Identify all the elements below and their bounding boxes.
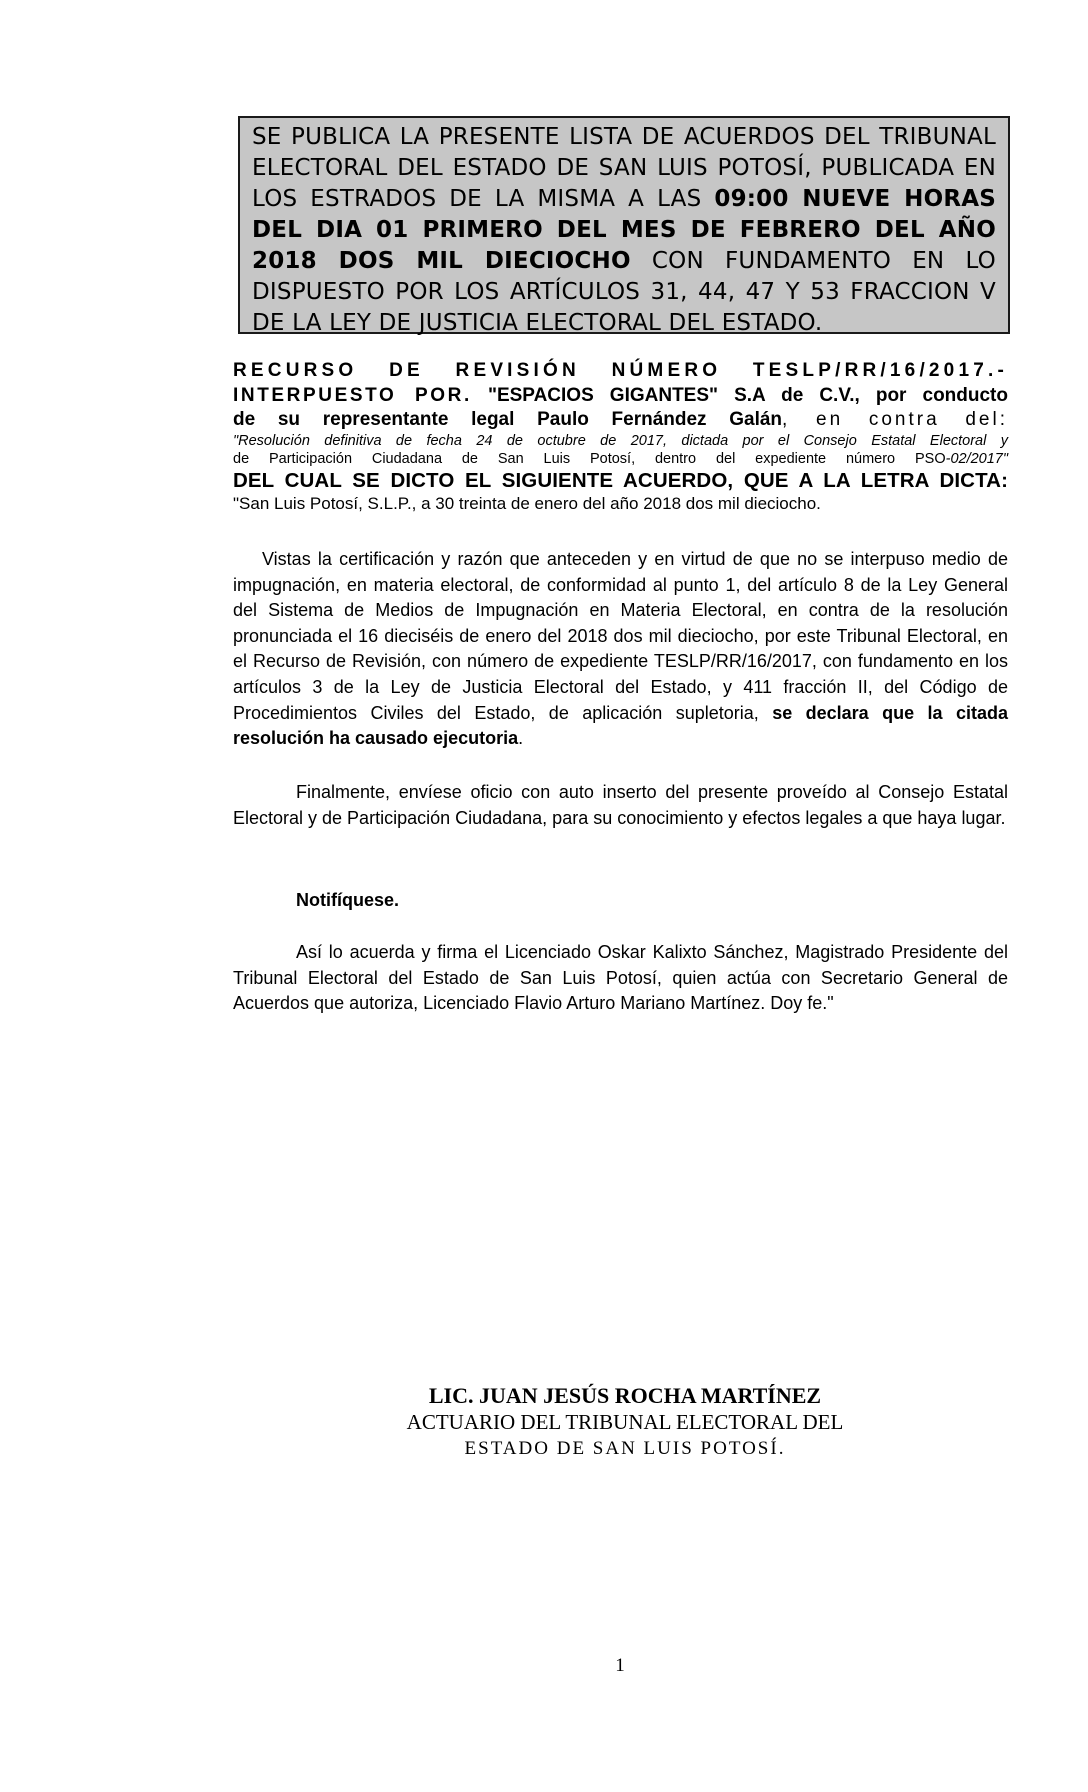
paragraph-resolution-end: . xyxy=(518,728,524,749)
citation-line-1 xyxy=(233,432,1008,450)
citation-line-2 xyxy=(233,450,1008,468)
citation-end: -02/2017" xyxy=(945,451,1008,467)
notifiquese-line xyxy=(233,888,1008,914)
publication-notice-box xyxy=(238,116,1010,334)
dictate-heading: DEL CUAL SE DICTO EL SIGUIENTE ACUERDO, QUE A LA LETRA DICTA: xyxy=(233,469,1008,492)
signatory-place: ESTADO DE SAN LUIS POTOSÍ. xyxy=(464,1438,786,1459)
signatory-title: ACTUARIO DEL TRIBUNAL ELECTORAL DEL xyxy=(406,1410,844,1434)
against-label: , en contra del: xyxy=(782,409,1008,430)
citation-italic: "Resolución definitiva de fecha 24 de octubre de 2017, dictada por el Consejo Estatal Electoral y xyxy=(233,433,1008,449)
citation-plain: de Participación Ciudadana de San Luis Potosí, dentro del expediente número PSO xyxy=(233,451,946,467)
paragraph-resolution xyxy=(233,547,1008,752)
notifiquese-text: Notifíquese. xyxy=(296,890,400,910)
notice-text-bold: 09:00 NUEVE HORAS DEL DIA 01 PRIMERO DEL MES DE FEBRERO DEL AÑO 2018 DOS MIL DIECIOCHO xyxy=(252,186,996,274)
page-number: 1 xyxy=(615,1655,625,1676)
legal-representative: de su representante legal Paulo Fernández Galán xyxy=(233,409,783,430)
filed-by-party: "ESPACIOS GIGANTES" S.A de C.V., por conducto xyxy=(487,385,1008,406)
filed-by-label: INTERPUESTO POR. xyxy=(233,385,472,406)
case-number-line: RECURSO DE REVISIÓN NÚMERO TESLP/RR/16/2017.- xyxy=(233,360,1008,381)
representative-line xyxy=(233,408,1008,432)
notice-text-part1: SE PUBLICA LA PRESENTE LISTA DE ACUERDOS DEL TRIBUNAL ELECTORAL DEL ESTADO DE SAN LUIS POTOSÍ, PUBLICADA EN LOS ESTRADOS DE LA MISMA A LAS xyxy=(252,124,996,212)
paragraph-notification-office: Finalmente, envíese oficio con auto inserto del presente proveído al Consejo Estatal Electoral y de Participación Ciudadana, para su conocimiento y efectos legales a que haya lugar. xyxy=(233,782,1008,828)
paragraph-signatures: Así lo acuerda y firma el Licenciado Oskar Kalixto Sánchez, Magistrado Presidente del Tribunal Electoral del Estado de San Luis Potosí, quien actúa con Secretario General de Acuerdos que autoriza, Licenciado Flavio Arturo Mariano Martínez. Doy fe." xyxy=(233,942,1008,1014)
signatory-name: LIC. JUAN JESÚS ROCHA MARTÍNEZ xyxy=(428,1383,822,1408)
agreement-date-line: "San Luis Potosí, S.L.P., a 30 treinta de enero del año 2018 dos mil dieciocho. xyxy=(233,494,821,513)
paragraph-resolution-text: Vistas la certificación y razón que anteceden y en virtud de que no se interpuso medio de impugnación, en materia electoral, de conformidad al punto 1, del artículo 8 de la Ley General del Sistema de Medios de Impugnación en Materia Electoral, en contra de la resolución pronunciada el 16 dieciséis de enero del 2018 dos mil dieciocho, por este Tribunal Electoral, en el Recurso de Revisión, con número de expediente TESLP/RR/16/2017, con fundamento en los artículos 3 de la Ley de Justicia Electoral del Estado, y 411 fracción II, del Código de Procedimientos Civiles del Estado, de aplicación supletoria, xyxy=(233,549,1008,723)
filed-by-line xyxy=(233,384,1008,408)
signature-block xyxy=(360,1383,890,1463)
paragraph-resolution-bold: se declara que la citada resolución ha causado ejecutoria xyxy=(233,702,1008,749)
case-header xyxy=(233,358,1008,515)
notice-text-part2: CON FUNDAMENTO EN LO DISPUESTO POR LOS ARTÍCULOS 31, 44, 47 Y 53 FRACCION V DE LA LEY DE JUSTICIA ELECTORAL DEL ESTADO. xyxy=(252,248,996,336)
